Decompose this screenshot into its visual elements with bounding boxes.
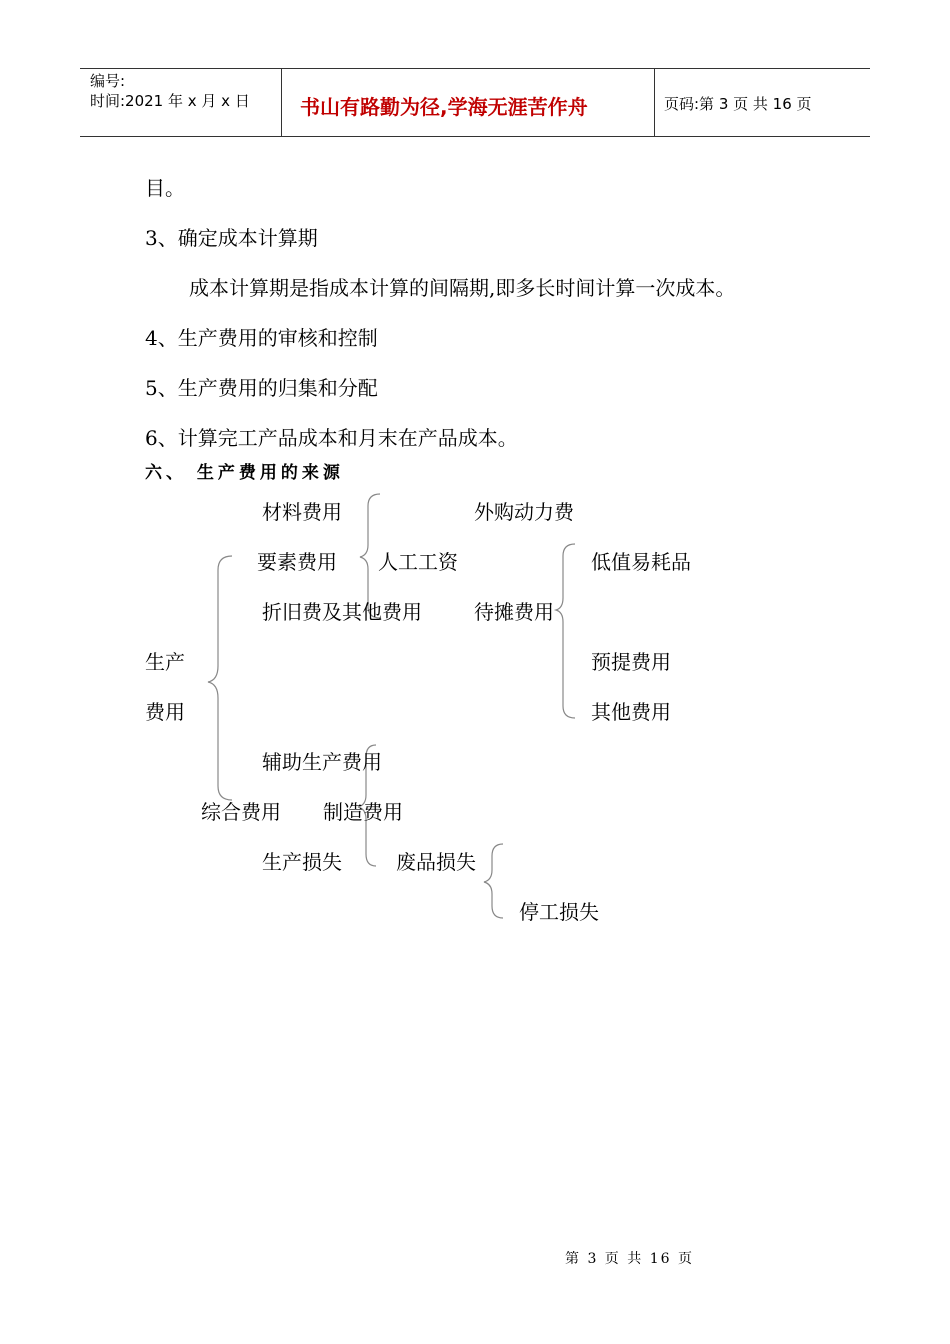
header-motto: 书山有路勤为径,学海无涯苦作舟 [300, 95, 588, 119]
diagram-low-value: 低值易耗品 [591, 550, 691, 574]
item-5: 5、生产费用的归集和分配 [145, 376, 378, 400]
diagram-scrap-loss: 废品损失 [396, 850, 476, 874]
diagram-depreciation-other: 折旧费及其他费用 [262, 600, 422, 624]
diagram-other: 其他费用 [591, 700, 671, 724]
header-number-label: 编号: [90, 72, 126, 90]
item-6: 6、计算完工产品成本和月末在产品成本。 [145, 426, 518, 450]
item-3-title: 3、确定成本计算期 [145, 226, 318, 250]
page-footer: 第 3 页 共 16 页 [565, 1251, 694, 1267]
diagram-root-line2: 费用 [145, 700, 185, 724]
diagram-production-loss: 生产损失 [262, 850, 342, 874]
diagram-composite: 综合费用 [201, 800, 281, 824]
section-6-heading: 六、 生产费用的来源 [145, 463, 344, 483]
header-time-label: 时间:2021 年 x 月 x 日 [90, 92, 250, 110]
diagram-element-costs: 要素费用 [257, 550, 337, 574]
diagram-root-line1: 生产 [145, 650, 185, 674]
diagram-materials: 材料费用 [262, 500, 342, 524]
item-4: 4、生产费用的审核和控制 [145, 326, 378, 350]
diagram-accrued: 预提费用 [591, 650, 671, 674]
diagram-downtime-loss: 停工损失 [519, 900, 599, 924]
diagram-labor: 人工工资 [378, 550, 458, 574]
bracket-amortized [556, 544, 575, 718]
item-3-description: 成本计算期是指成本计算的间隔期,即多长时间计算一次成本。 [189, 276, 736, 300]
diagram-aux-production: 辅助生产费用 [262, 750, 382, 774]
bracket-root [208, 556, 232, 800]
header-page-label: 页码:第 3 页 共 16 页 [664, 95, 812, 113]
diagram-amortized: 待摊费用 [474, 600, 554, 624]
diagram-manufacturing: 制造费用 [323, 800, 403, 824]
bracket-production-loss [484, 844, 503, 918]
text-line-mu: 目。 [145, 176, 185, 200]
diagram-purchased-power: 外购动力费 [474, 500, 574, 524]
